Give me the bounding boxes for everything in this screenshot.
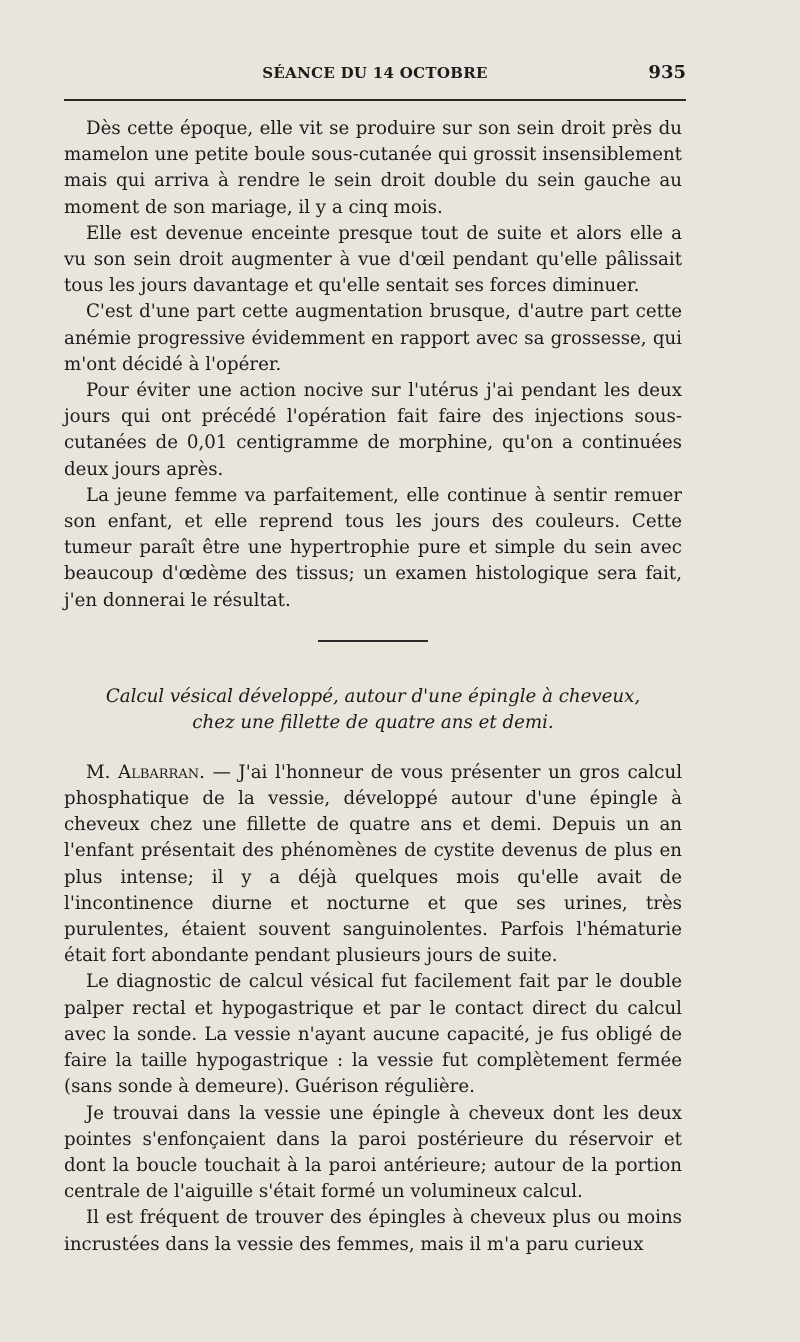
section-divider bbox=[318, 640, 428, 642]
author-name: M. Albarran. bbox=[86, 761, 205, 783]
running-title: SÉANCE DU 14 OCTOBRE bbox=[262, 64, 488, 82]
paragraph: Pour éviter une action nocive sur l'utérus j'ai pendant les deux jours qui ont précédé l'opération fait faire des injections sous-cutanées de 0,01 centigramme de morphine, qu'on a continuées deux jours après. bbox=[64, 380, 682, 480]
page-number: 935 bbox=[648, 62, 686, 83]
page-header bbox=[64, 62, 686, 86]
paragraph: Il est fréquent de trouver des épingles à cheveux plus ou moins incrustées dans la vessie des femmes, mais il m'a paru curieux bbox=[64, 1207, 682, 1255]
paragraph: Elle est devenue enceinte presque tout de suite et alors elle a vu son sein droit augmenter à vue d'œil pendant qu'elle pâlissait tous les jours davantage et qu'elle sentait ses forces diminuer. bbox=[64, 222, 682, 297]
paragraph: La jeune femme va parfaitement, elle continue à sentir remuer son enfant, et elle reprend tous les jours des couleurs. Cette tumeur paraît être une hypertrophie pure et simple du sein avec beaucoup d'œdème des tissus; un examen histologique sera fait, j'en donnerai le résultat. bbox=[64, 484, 682, 611]
previous-article-continuation bbox=[64, 116, 682, 614]
paragraph bbox=[64, 760, 682, 970]
paragraph: Le diagnostic de calcul vésical fut facilement fait par le double palper rectal et hypogastrique et par le contact direct du calcul avec la sonde. La vessie n'ayant aucune capacité, je fus obligé de faire la taille hypogastrique : la vessie fut complètement fermée (sans sonde à demeure). Guérison régulière. bbox=[64, 971, 682, 1098]
paragraph: Je trouvai dans la vessie une épingle à cheveux dont les deux pointes s'enfonçaient dans la paroi postérieure du réservoir et dont la boucle touchait à la paroi antérieure; autour de la portion centrale de l'aiguille s'était formé un volumineux calcul. bbox=[64, 1102, 682, 1203]
article-body bbox=[64, 760, 682, 1258]
article-title-line: Calcul vésical développé, autour d'une épingle à cheveux, bbox=[105, 685, 641, 707]
paragraph: C'est d'une part cette augmentation brusque, d'autre part cette anémie progressive évidemment en rapport avec sa grossesse, qui m'ont décidé à l'opérer. bbox=[64, 301, 682, 375]
article-title bbox=[64, 684, 682, 736]
header-rule bbox=[64, 99, 686, 101]
page-body bbox=[64, 116, 682, 1258]
paragraph: Dès cette époque, elle vit se produire sur son sein droit près du mamelon une petite boule sous-cutanée qui grossit insensiblement mais qui arriva à rendre le sein droit double du sein gauche au moment de son mariage, il y a cinq mois. bbox=[64, 118, 682, 218]
paragraph-text: — J'ai l'honneur de vous présenter un gros calcul phosphatique de la vessie, développé autour d'une épingle à cheveux chez une fillette de quatre ans et demi. Depuis un an l'enfant présentait des phénomènes de cystite devenus de plus en plus intense; il y a déjà quelques mois qu'elle avait de l'incontinence diurne et nocturne et que ses urines, très purulentes, étaient souvent sanguinolentes. Parfois l'hématurie était fort abondante pendant plusieurs jours de suite. bbox=[64, 761, 683, 967]
article-title-line: chez une fillette de quatre ans et demi. bbox=[192, 711, 554, 733]
